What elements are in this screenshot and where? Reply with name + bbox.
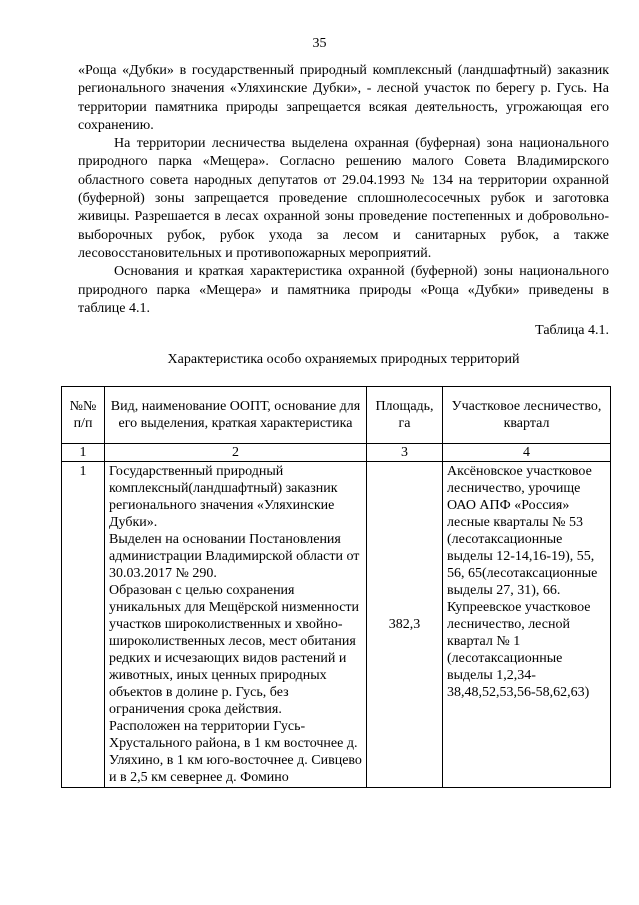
- description-line: Государственный природный комплексный(ландшафтный) заказник регионального значения «Уляхинские Дубки».: [109, 464, 338, 530]
- body-text: [78, 62, 609, 318]
- forestry-line: Аксёновское участковое лесничество, урочище ОАО АПФ «Россия» лесные кварталы № 53 (лесотаксационные выделы 12-14,16-19), 55, 56, 65(лесотаксационные выделы 27, 31), 66.: [447, 464, 598, 598]
- table-row: [62, 462, 611, 788]
- row-area: 382,3: [367, 462, 443, 788]
- table-header-row: [62, 387, 611, 444]
- row-num: 1: [62, 462, 105, 788]
- protected-areas-table: [61, 386, 611, 788]
- paragraph: На территории лесничества выделена охранная (буферная) зона национального природного парка «Мещера». Согласно решению малого Совета Владимирского областного совета народных депутатов от 29.04.1993 № 134 на территории охранной (буферной) зоны запрещается проведение сплошнолесосечных рубок и заготовка живицы. Разрешается в лесах охранной зоны проведение постепенных и добровольно-выборочных рубок, рубок ухода за лесом и санитарных рубок, а также лесовосстановительных и противопожарных мероприятий.: [78, 136, 609, 261]
- paragraph: «Роща «Дубки» в государственный природный комплексный (ландшафтный) заказник регионального значения «Уляхинские Дубки», - лесной участок по берегу р. Гусь. На территории памятника природы запрещается всякая деятельность, угрожающая его сохранению.: [78, 63, 609, 133]
- header-num: №№ п/п: [62, 387, 105, 444]
- column-number: 1: [62, 444, 105, 462]
- description-line: Расположен на территории Гусь-Хрустального района, в 1 км восточнее д. Уляхино, в 1 км юго-восточнее д. Сивцево и в 2,5 км севернее д. Фомино: [109, 719, 362, 785]
- column-number: 3: [367, 444, 443, 462]
- row-description: [105, 462, 367, 788]
- paragraph: Основания и краткая характеристика охранной (буферной) зоны национального природного парка «Мещера» и памятника природы «Роща «Дубки» приведены в таблице 4.1.: [78, 264, 609, 316]
- description-line: Образован с целью сохранения уникальных для Мещёрской низменности участков широколиственных и хвойно-широколиственных лесов, мест обитания редких и исчезающих видов растений и животных, иных ценных природных объектов в долине р. Гусь, без ограничения срока действия.: [109, 583, 360, 717]
- header-area: Площадь, га: [367, 387, 443, 444]
- page-number: 35: [312, 36, 327, 51]
- description-line: Выделен на основании Постановления администрации Владимирской области от 30.03.2017 № 290.: [109, 532, 360, 581]
- row-forestry: [443, 462, 611, 788]
- header-forestry: Участковое лесничество, квартал: [443, 387, 611, 444]
- table-title: Характеристика особо охраняемых природных территорий: [167, 352, 520, 367]
- header-description: Вид, наименование ООПТ, основание для его выделения, краткая характеристика: [105, 387, 367, 444]
- table-label: Таблица 4.1.: [535, 323, 609, 338]
- column-number: 4: [443, 444, 611, 462]
- column-number: 2: [105, 444, 367, 462]
- forestry-line: Купреевское участковое лесничество, лесной квартал № 1 (лесотаксационные выделы 1,2,34-38,48,52,53,56-58,62,63): [447, 600, 591, 700]
- column-number-row: [62, 444, 611, 462]
